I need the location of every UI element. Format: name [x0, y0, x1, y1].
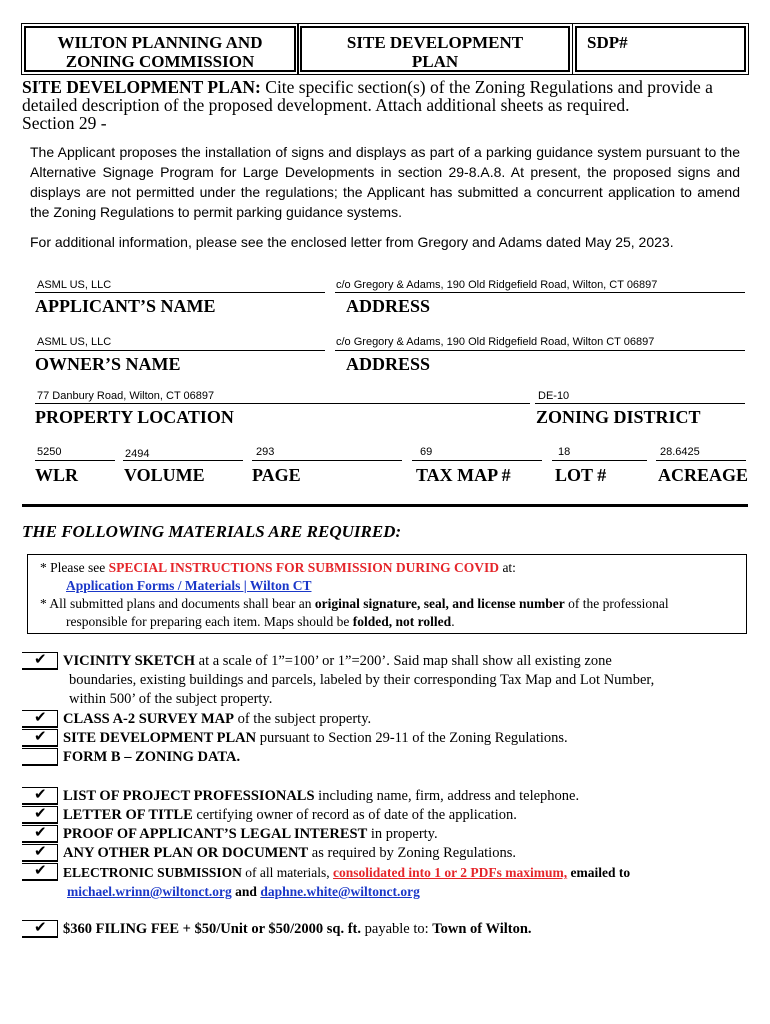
item-title: LIST OF PROJECT PROFESSIONALS	[63, 788, 315, 804]
item-title: CLASS A-2 SURVEY MAP	[63, 711, 234, 727]
item-title: VICINITY SKETCH	[63, 653, 196, 669]
lot-line	[552, 460, 647, 461]
item-title: LETTER OF TITLE	[63, 807, 193, 823]
item-text-tail: emailed to	[570, 865, 631, 880]
sdp-number-box[interactable]	[575, 26, 746, 72]
email-link-daphne[interactable]: daphne.white@wiltonct.org	[260, 884, 420, 899]
item-text: pursuant to Section 29-11 of the Zoning Regulations.	[259, 730, 568, 746]
form-title-box	[300, 26, 570, 72]
other-document-checkbox[interactable]	[22, 844, 58, 861]
intro-text	[22, 78, 762, 132]
wlr-line	[35, 460, 115, 461]
vicinity-sketch-item	[63, 652, 743, 709]
owner-address-value[interactable]: c/o Gregory & Adams, 190 Old Ridgefield Road, Wilton CT 06897	[336, 336, 655, 348]
item-text: of all materials,	[245, 865, 330, 880]
and-text: and	[235, 884, 257, 899]
professionals-checkbox[interactable]	[22, 787, 58, 804]
owner-address-label: ADDRESS	[346, 354, 431, 374]
checkmark-icon: ✔	[34, 918, 47, 936]
checkmark-icon: ✔	[34, 823, 47, 841]
wlr-label: WLR	[35, 465, 79, 485]
letter-of-title-item	[63, 806, 743, 825]
additional-info: For additional information, please see the enclosed letter from Gregory and Adams dated May 25, 2023.	[30, 234, 674, 250]
form-title-line-1: SITE DEVELOPMENT	[346, 33, 524, 52]
owner-name-line	[35, 350, 325, 351]
section-label: Section 29 -	[22, 113, 107, 133]
zoning-district-label: ZONING DISTRICT	[536, 407, 701, 427]
checkmark-icon: ✔	[34, 861, 47, 879]
item-title: PROOF OF APPLICANT’S LEGAL INTEREST	[63, 826, 368, 842]
owner-name-value[interactable]: ASML US, LLC	[37, 336, 112, 348]
intro-heading: SITE DEVELOPMENT PLAN:	[22, 77, 261, 97]
page-label: PAGE	[252, 465, 301, 485]
filing-fee-item	[63, 920, 743, 939]
section-divider	[22, 504, 748, 507]
instr-line2-pre: * All submitted plans and documents shall bear an	[40, 596, 312, 611]
email-link-michael[interactable]: michael.wrinn@wiltonct.org	[67, 884, 232, 899]
checkmark-icon: ✔	[34, 727, 47, 745]
site-plan-checkbox[interactable]	[22, 729, 58, 746]
applicant-address-label: ADDRESS	[346, 296, 431, 316]
acreage-line	[656, 460, 746, 461]
instr-line2-post: of the professional	[568, 596, 669, 611]
lot-label: LOT #	[555, 465, 607, 485]
pdf-limit-text: consolidated into 1 or 2 PDFs maximum,	[333, 865, 568, 880]
zoning-district-line	[535, 403, 745, 404]
acreage-label: ACREAGE	[658, 465, 749, 485]
applicant-name-label: APPLICANT’S NAME	[35, 296, 216, 316]
zoning-district-value[interactable]: DE-10	[538, 390, 570, 402]
commission-line-1: WILTON PLANNING AND	[57, 33, 263, 52]
letter-of-title-checkbox[interactable]	[22, 806, 58, 823]
applicant-name-value[interactable]: ASML US, LLC	[37, 279, 112, 291]
form-title-line-2: PLAN	[411, 52, 459, 71]
item-text: in property.	[370, 826, 438, 842]
commission-line-2: ZONING COMMISSION	[65, 52, 255, 71]
legal-interest-item	[63, 825, 743, 844]
item-text: certifying owner of record as of date of the application.	[196, 807, 517, 823]
tax-map-line	[412, 460, 542, 461]
property-location-line	[35, 403, 530, 404]
instructions-box	[27, 554, 747, 634]
item-text-cont: boundaries, existing buildings and parcels, labeled by their corresponding Tax Map and Lot Number,	[69, 672, 655, 688]
vicinity-sketch-checkbox[interactable]	[22, 652, 58, 669]
instr-line2-bold: original signature, seal, and license number	[314, 596, 565, 611]
covid-instructions-text: SPECIAL INSTRUCTIONS FOR SUBMISSION DURING COVID	[108, 560, 500, 575]
applicant-address-line	[335, 292, 745, 293]
item-text: of the subject property.	[237, 711, 372, 727]
tax-map-label: TAX MAP #	[416, 465, 511, 485]
owner-name-label: OWNER’S NAME	[35, 354, 181, 374]
materials-heading: THE FOLLOWING MATERIALS ARE REQUIRED:	[22, 522, 402, 541]
other-document-item	[63, 844, 743, 863]
legal-interest-checkbox[interactable]	[22, 825, 58, 842]
property-location-label: PROPERTY LOCATION	[35, 407, 234, 427]
sdp-number-label: SDP#	[587, 33, 628, 52]
electronic-submission-checkbox[interactable]	[22, 863, 58, 880]
tax-map-value[interactable]: 69	[420, 446, 433, 458]
instr-line1-pre: * Please see	[40, 560, 106, 575]
applicant-address-value[interactable]: c/o Gregory & Adams, 190 Old Ridgefield Road, Wilton, CT 06897	[336, 279, 658, 291]
owner-address-line	[335, 350, 745, 351]
volume-value[interactable]: 2494	[125, 448, 150, 460]
item-text: payable to:	[364, 921, 429, 937]
item-title: ELECTRONIC SUBMISSION	[63, 865, 242, 880]
item-text: as required by Zoning Regulations.	[311, 845, 516, 861]
form-b-item	[63, 748, 743, 767]
professionals-item	[63, 787, 743, 806]
application-forms-link[interactable]: Application Forms / Materials | Wilton CT	[66, 578, 312, 593]
item-text: including name, firm, address and telephone.	[318, 788, 580, 804]
instr-line3-pre: responsible for preparing each item. Maps should be	[66, 614, 350, 629]
item-title: FORM B – ZONING DATA.	[63, 749, 241, 765]
checkmark-icon: ✔	[34, 804, 47, 822]
instr-line3-post: .	[451, 614, 455, 629]
electronic-submission-item	[63, 863, 743, 901]
site-plan-item	[63, 729, 743, 748]
item-text: at a scale of 1”=100’ or 1”=200’. Said map shall show all existing zone	[198, 653, 612, 669]
volume-line	[123, 460, 243, 461]
lot-value[interactable]: 18	[558, 446, 571, 458]
acreage-value[interactable]: 28.6425	[660, 446, 700, 458]
item-title: SITE DEVELOPMENT PLAN	[63, 730, 257, 746]
item-title: $360 FILING FEE + $50/Unit or $50/2000 sq. ft.	[63, 921, 362, 937]
checkmark-icon: ✔	[34, 842, 47, 860]
checkmark-icon: ✔	[34, 650, 47, 668]
page-value[interactable]: 293	[256, 446, 275, 458]
instr-line3-bold: folded, not rolled	[352, 614, 452, 629]
commission-box	[24, 26, 296, 72]
filing-fee-checkbox[interactable]	[22, 920, 58, 937]
property-location-value[interactable]: 77 Danbury Road, Wilton, CT 06897	[37, 390, 215, 402]
survey-map-checkbox[interactable]	[22, 710, 58, 727]
intro-instruction: Cite specific section(s) of the Zoning Regulations and provide a detailed description of the proposed development. Attach additional sheets as required.	[22, 77, 713, 115]
survey-map-item	[63, 710, 743, 729]
payee-text: Town of Wilton.	[432, 921, 532, 937]
volume-label: VOLUME	[124, 465, 205, 485]
project-description[interactable]: The Applicant proposes the installation of signs and displays as part of a parking guidance system pursuant to the Alternative Signage Program for Large Developments in section 29-8.A.8. At present, the proposed signs and displays are not permitted under the regulations; the Applicant has submitted a concurrent application to amend the Zoning Regulations to permit parking guidance systems.	[30, 144, 740, 220]
checkmark-icon: ✔	[34, 708, 47, 726]
checkmark-icon: ✔	[34, 785, 47, 803]
instr-line1-post: at:	[502, 560, 516, 575]
page-line	[252, 460, 402, 461]
applicant-name-line	[35, 292, 325, 293]
item-text-cont: within 500’ of the subject property.	[69, 691, 273, 707]
form-b-checkbox[interactable]	[22, 748, 58, 765]
wlr-value[interactable]: 5250	[37, 446, 62, 458]
item-title: ANY OTHER PLAN OR DOCUMENT	[63, 845, 309, 861]
